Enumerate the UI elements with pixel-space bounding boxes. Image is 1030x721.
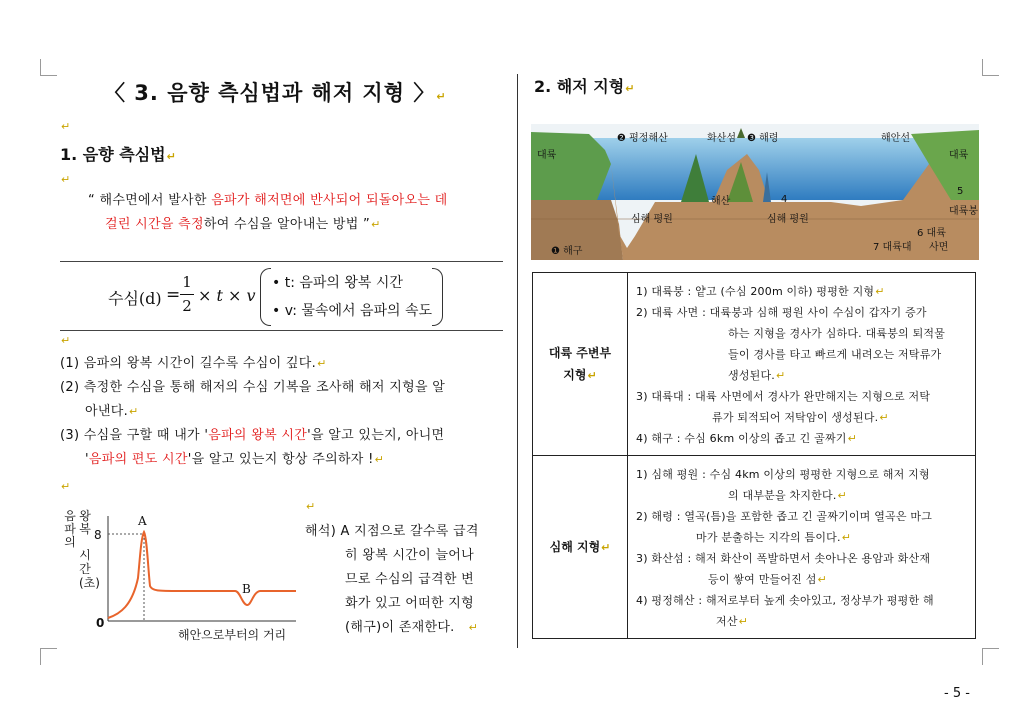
graph-plot bbox=[60, 508, 300, 643]
return-mark: ↵ bbox=[61, 120, 71, 133]
crop-mark bbox=[40, 648, 41, 665]
return-mark: ↵ bbox=[61, 334, 71, 347]
graph-point-a: A bbox=[138, 514, 147, 528]
seafloor-table bbox=[532, 272, 976, 639]
diagram-label: 5 bbox=[957, 186, 964, 197]
continental-margin-descriptions: 1) 대륙붕 : 얕고 (수심 200m 이하) 평평한 지형↵ 2) 대륙 사면 : 대륙붕과 심해 평원 사이 수심이 갑자기 증가 하는 지형을 경사가 심하다. 대륙붕의 퇴적물 들이 경사를 타고 빠르게 내려오는 저탁류가 생성된다.↵ 3) 대륙대 : 대륙 사면에서 경사가 완만해지는 지형으로 저탁 류가 퇴적되어 저탁암이 생성된다.↵ 4) 해구 : 수심 6km 이상의 좁고 긴 골짜기↵ bbox=[628, 273, 976, 456]
category-continental-margin: 대륙 주변부 지형↵ bbox=[533, 273, 628, 456]
category-deep-sea: 심해 지형↵ bbox=[533, 456, 628, 639]
note-1: (1) 음파의 왕복 시간이 길수록 수심이 깊다.↵ bbox=[60, 356, 327, 371]
note-3-cont: '음파의 편도 시간'을 알고 있는지 항상 주의하자 !↵ bbox=[85, 452, 385, 467]
diagram-label: 해안선 bbox=[881, 133, 910, 144]
diagram-label: 심해 평원 bbox=[767, 214, 809, 225]
crop-mark bbox=[40, 648, 57, 649]
graph-ylabel-2: 왕복 bbox=[79, 509, 91, 536]
graph-ylabel-3: 시간(초) bbox=[79, 548, 100, 590]
diagram-label: 6 대륙 bbox=[917, 228, 946, 239]
fraction-bar bbox=[180, 294, 194, 295]
note-2-cont: 아낸다.↵ bbox=[85, 404, 139, 419]
graph-ylabel-1: 음파의 bbox=[64, 509, 76, 549]
graph-point-b: B bbox=[242, 582, 251, 596]
definition-text: “ 해수면에서 발사한 음파가 해저면에 반사되어 되돌아오는 데 걸린 시간을 측정하여 수심을 알아내는 방법 ”↵ bbox=[88, 193, 448, 232]
diagram-label: 화산섬 bbox=[707, 133, 736, 144]
diagram-label: 사면 bbox=[929, 242, 949, 253]
formula-rhs: × t × v bbox=[198, 286, 256, 305]
diagram-label: 대륙붕 bbox=[949, 206, 978, 217]
seafloor-diagram bbox=[531, 124, 979, 260]
return-mark: ↵ bbox=[61, 173, 71, 186]
formula-legend-v: • v: 물속에서 음파의 속도 bbox=[272, 303, 433, 319]
graph-ytick-8: 8 bbox=[94, 528, 102, 542]
diagram-label: ❸ 해령 bbox=[747, 133, 779, 144]
return-mark: ↵ bbox=[61, 480, 71, 493]
graph-origin: 0 bbox=[96, 616, 105, 630]
crop-mark bbox=[40, 75, 57, 76]
crop-mark bbox=[982, 648, 999, 649]
diagram-label: 7 대륙대 bbox=[873, 242, 912, 253]
column-divider bbox=[517, 74, 518, 648]
table-row bbox=[533, 273, 976, 456]
note-2: (2) 측정한 수심을 통해 해저의 수심 기복을 조사해 해저 지형을 알 bbox=[60, 380, 446, 395]
diagram-label: 대륙 bbox=[949, 150, 969, 161]
graph-explanation: 해석) A 지점으로 갈수록 급격 히 왕복 시간이 늘어나 므로 수심의 급격한 변 화가 있고 어떠한 지형 (해구)이 존재한다. ↵ bbox=[305, 524, 479, 635]
crop-mark bbox=[982, 59, 983, 76]
diagram-label: ❶ 해구 bbox=[551, 246, 583, 257]
formula-denominator: 2 bbox=[182, 297, 192, 315]
note-3: (3) 수심을 구할 때 내가 '음파의 왕복 시간'을 알고 있는지, 아니면 bbox=[60, 428, 445, 443]
graph-xlabel: 해안으로부터의 거리 bbox=[178, 628, 287, 642]
crop-mark bbox=[982, 75, 999, 76]
echo-sounding-graph bbox=[60, 508, 300, 643]
diagram-label: ❷ 평정해산 bbox=[617, 133, 668, 144]
diagram-label: 4 bbox=[781, 194, 788, 205]
section2-heading: 2. 해저 지형↵ bbox=[534, 77, 635, 96]
legend-bracket-left bbox=[260, 268, 271, 326]
formula-box bbox=[60, 261, 503, 331]
legend-bracket-right bbox=[432, 268, 443, 326]
formula-lhs: 수심(d) bbox=[108, 289, 162, 308]
diagram-label: 대륙 bbox=[537, 150, 557, 161]
table-row bbox=[533, 456, 976, 639]
section1-heading: 1. 음향 측심법↵ bbox=[60, 145, 176, 164]
return-mark: ↵ bbox=[306, 500, 316, 513]
seafloor-illustration bbox=[531, 124, 979, 260]
notes-block bbox=[60, 352, 510, 472]
formula-legend-t: • t: 음파의 왕복 시간 bbox=[272, 275, 403, 291]
diagram-label: 해산 bbox=[711, 196, 731, 207]
graph-echo-curve bbox=[108, 532, 296, 618]
page-number: - 5 - bbox=[944, 686, 970, 701]
formula-numerator: 1 bbox=[182, 273, 192, 291]
crop-mark bbox=[40, 59, 41, 76]
diagram-label: 심해 평원 bbox=[631, 214, 673, 225]
chapter-title: 〈 3. 음향 측심법과 해저 지형 〉↵ bbox=[104, 81, 447, 105]
formula-eq: = bbox=[166, 285, 181, 305]
crop-mark bbox=[982, 648, 983, 665]
deep-sea-descriptions: 1) 심해 평원 : 수심 4km 이상의 평평한 지형으로 해저 지형 의 대부분을 차지한다.↵ 2) 해령 : 열곡(틈)을 포함한 좁고 긴 골짜기이며 열곡은 마그 마가 분출하는 지각의 틈이다.↵ 3) 화산섬 : 해저 화산이 폭발하면서 솟아나온 용암과 화산재 등이 쌓여 만들어진 섬↵ 4) 평정해산 : 해저로부터 높게 솟아있고, 정상부가 평평한 해 저산↵ bbox=[628, 456, 976, 639]
